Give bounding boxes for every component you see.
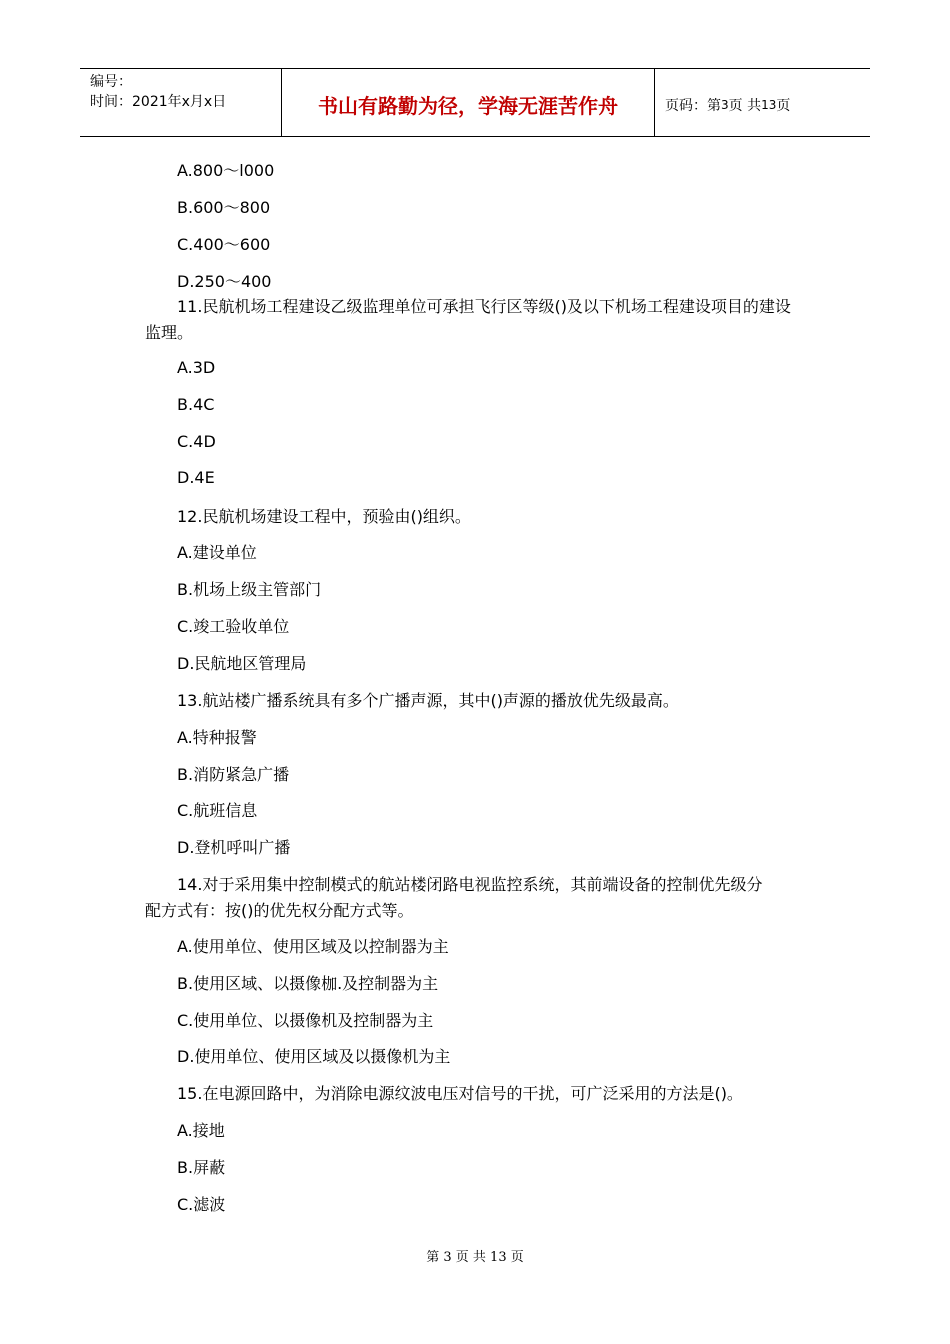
page-prefix: 页码：第 — [665, 97, 721, 114]
text-line: B.消防紧急广播 — [177, 765, 290, 784]
page-total: 13 — [761, 97, 777, 112]
question-continuation: 配方式有：按()的优先权分配方式等。 — [145, 901, 414, 920]
time-label: 时间：2021年x月x日 — [90, 94, 227, 110]
text-line: B.机场上级主管部门 — [177, 580, 322, 599]
text-line: C.4D — [177, 432, 216, 451]
page-number: 3 — [721, 97, 729, 112]
text-line: C.使用单位、以摄像机及控制器为主 — [177, 1011, 434, 1030]
header-motto: 书山有路勤为径，学海无涯苦作舟 — [282, 69, 655, 136]
question-line: 13.航站楼广播系统具有多个广播声源，其中()声源的播放优先级最高。 — [177, 691, 679, 710]
question-line: 15.在电源回路中，为消除电源纹波电压对信号的干扰，可广泛采用的方法是()。 — [177, 1084, 743, 1103]
header-left-cell — [80, 69, 282, 136]
text-line: A.特种报警 — [177, 728, 257, 747]
page-header — [80, 68, 870, 137]
question-line: 12.民航机场建设工程中，预验由()组织。 — [177, 507, 471, 526]
question-continuation: 监理。 — [145, 323, 194, 342]
page-mid: 页 共 — [728, 97, 762, 114]
text-line: C.竣工验收单位 — [177, 617, 290, 636]
text-line: D.250～400 — [177, 272, 272, 291]
text-line: A.接地 — [177, 1121, 225, 1140]
text-line: A.建设单位 — [177, 543, 257, 562]
number-label: 编号： — [90, 74, 132, 90]
header-page-info — [655, 69, 870, 136]
page-suffix: 页 — [776, 97, 791, 114]
text-line: B.使用区域、以摄像枷.及控制器为主 — [177, 974, 439, 993]
text-line: A.使用单位、使用区域及以控制器为主 — [177, 937, 449, 956]
text-line: D.民航地区管理局 — [177, 654, 307, 673]
text-line: D.使用单位、使用区域及以摄像机为主 — [177, 1047, 451, 1066]
question-line: 14.对于采用集中控制模式的航站楼闭路电视监控系统，其前端设备的控制优先级分 — [177, 875, 763, 894]
text-line: D.登机呼叫广播 — [177, 838, 291, 857]
text-line: C.航班信息 — [177, 801, 258, 820]
text-line: A.800～l000 — [177, 161, 275, 180]
page-footer: 第 3 页 共 13 页 — [426, 1250, 524, 1265]
text-line: C.滤波 — [177, 1195, 226, 1214]
text-line: A.3D — [177, 358, 216, 377]
text-line: B.600～800 — [177, 198, 271, 217]
text-line: C.400～600 — [177, 235, 271, 254]
question-line: 11.民航机场工程建设乙级监理单位可承担飞行区等级()及以下机场工程建设项目的建设 — [177, 297, 791, 316]
text-line: D.4E — [177, 468, 215, 487]
text-line: B.屏蔽 — [177, 1158, 226, 1177]
text-line: B.4C — [177, 395, 215, 414]
